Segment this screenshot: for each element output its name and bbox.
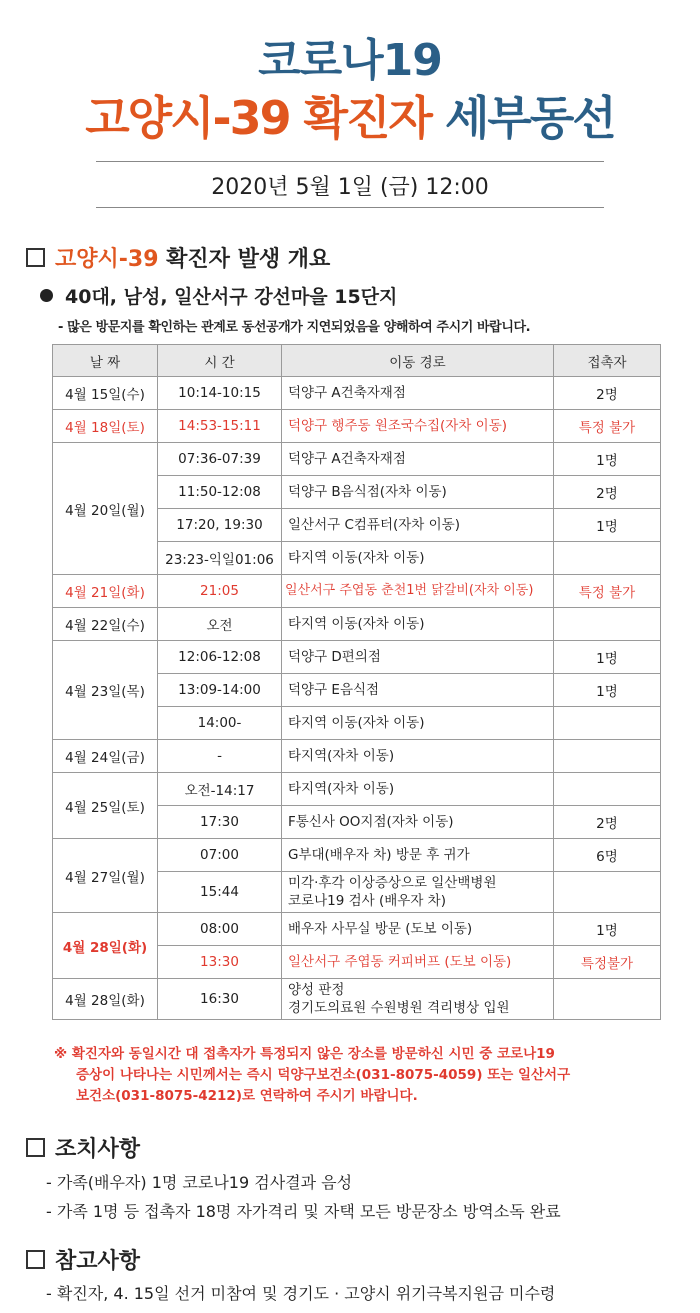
cell-route: 일산서구 주엽동 커피버프 (도보 이동) [282,946,554,979]
overview-heading-text: 확진자 발생 개요 [158,247,331,272]
cell-date: 4월 20일(월) [53,443,158,575]
cell-contacts: 6명 [554,839,661,872]
table-row [53,443,661,476]
cell-route: 일산서구 주엽동 춘천1번 닭갈비(자차 이동) [282,575,554,608]
title-line2 [0,82,700,148]
cell-contacts: 1명 [554,443,661,476]
reference-heading-text: 참고사항 [55,1249,141,1274]
cell-contacts: 1명 [554,509,661,542]
cell-route: 타지역 이동(자차 이동) [282,707,554,740]
cell-contacts [554,740,661,773]
cell-route: 배우자 사무실 방문 (도보 이동) [282,913,554,946]
cell-contacts: 특정불가 [554,946,661,979]
table-row [53,410,661,443]
cell-date: 4월 28일(화) [53,913,158,979]
bullet-dot-icon [40,289,53,302]
cell-time: 08:00 [158,913,282,946]
table-row [53,773,661,806]
checkbox-square-icon [26,1138,45,1157]
header-route: 이동 경로 [282,345,554,377]
contact-warning [54,1044,654,1107]
cell-contacts: 2명 [554,476,661,509]
cell-route [282,979,554,1020]
cell-time: 12:06-12:08 [158,641,282,674]
date-divider-top [96,161,604,162]
checkbox-square-icon [26,248,45,267]
cell-contacts: 1명 [554,674,661,707]
title-route-label: 세부동선 [445,91,615,145]
cell-contacts [554,608,661,641]
cell-date: 4월 28일(화) [53,979,158,1020]
cell-time: 11:50-12:08 [158,476,282,509]
cell-route: 타지역 이동(자차 이동) [282,542,554,575]
header-date: 날 짜 [53,345,158,377]
cell-route: 덕양구 행주동 원조국수집(자차 이동) [282,410,554,443]
table-row [53,979,661,1020]
cell-time: 10:14-10:15 [158,377,282,410]
cell-route: 덕양구 D편의점 [282,641,554,674]
cell-time: 14:00- [158,707,282,740]
cell-route: 타지역 이동(자차 이동) [282,608,554,641]
cell-time: - [158,740,282,773]
cell-route: 타지역(자차 이동) [282,740,554,773]
cell-time: 16:30 [158,979,282,1020]
cell-contacts: 1명 [554,641,661,674]
table-row [53,839,661,872]
cell-route: 덕양구 A건축자재점 [282,443,554,476]
cell-contacts [554,872,661,913]
title-case-id: 고양시-39 확진자 [85,91,431,145]
cell-contacts [554,707,661,740]
table-row [53,740,661,773]
overview-case-id: 고양시-39 [55,247,159,272]
cell-route: 덕양구 B음식점(자차 이동) [282,476,554,509]
cell-date: 4월 23일(목) [53,641,158,740]
date-divider-bottom [96,207,604,208]
report-date: 2020년 5월 1일 (금) 12:00 [211,175,489,200]
cell-route: 덕양구 A건축자재점 [282,377,554,410]
table-row [53,913,661,946]
cell-route: F통신사 OO지점(자차 이동) [282,806,554,839]
route-line-1: 양성 판정 [288,982,345,998]
cell-time: 17:30 [158,806,282,839]
patient-summary-text: 40대, 남성, 일산서구 강선마을 15단지 [65,286,398,308]
measure-item: - 가족(배우자) 1명 코로나19 검사결과 음성 [46,1173,353,1192]
table-header-row [53,345,661,377]
cell-date: 4월 15일(수) [53,377,158,410]
warning-line-2: 증상이 나타나는 시민께서는 즉시 덕양구보건소(031-8075-4059) 또는 일산서구 [76,1067,571,1083]
cell-route [282,872,554,913]
table-row [53,377,661,410]
cell-time: 13:09-14:00 [158,674,282,707]
measures-heading-text: 조치사항 [55,1137,141,1162]
route-table [52,344,661,1020]
cell-date: 4월 22일(수) [53,608,158,641]
cell-contacts [554,773,661,806]
table-row [53,641,661,674]
route-line-2: 코로나19 검사 (배우자 차) [288,893,446,909]
cell-time: 23:23-익일01:06 [158,542,282,575]
cell-time: 21:05 [158,575,282,608]
cell-route: G부대(배우자 차) 방문 후 귀가 [282,839,554,872]
cell-route: 타지역(자차 이동) [282,773,554,806]
cell-contacts [554,542,661,575]
checkbox-square-icon [26,1250,45,1269]
cell-time: 오전 [158,608,282,641]
cell-contacts: 2명 [554,806,661,839]
route-line-1: 미각·후각 이상증상으로 일산백병원 [288,875,497,891]
patient-summary [40,282,397,309]
table-row [53,608,661,641]
cell-contacts: 1명 [554,913,661,946]
cell-time: 17:20, 19:30 [158,509,282,542]
cell-time: 14:53-15:11 [158,410,282,443]
cell-route: 덕양구 E음식점 [282,674,554,707]
cell-date: 4월 21일(화) [53,575,158,608]
cell-contacts [554,979,661,1020]
cell-date: 4월 27일(월) [53,839,158,913]
cell-time: 07:00 [158,839,282,872]
cell-route: 일산서구 C컴퓨터(자차 이동) [282,509,554,542]
cell-date: 4월 25일(토) [53,773,158,839]
reference-item: - 확진자, 4. 15일 선거 미참여 및 경기도 · 고양시 위기극복지원금 미수령 [46,1284,556,1303]
measure-item: - 가족 1명 등 접촉자 18명 자가격리 및 자택 모든 방문장소 방역소독 완료 [46,1202,561,1221]
cell-time: 15:44 [158,872,282,913]
cell-contacts: 특정 불가 [554,575,661,608]
section-overview-heading [26,242,330,273]
section-measures-heading [26,1132,140,1163]
cell-contacts: 2명 [554,377,661,410]
cell-date: 4월 24일(금) [53,740,158,773]
cell-time: 07:36-07:39 [158,443,282,476]
cell-contacts: 특정 불가 [554,410,661,443]
header-time: 시 간 [158,345,282,377]
header-contacts: 접촉자 [554,345,661,377]
warning-line-3: 보건소(031-8075-4212)로 연락하여 주시기 바랍니다. [76,1088,418,1104]
section-reference-heading [26,1244,140,1275]
cell-time: 오전-14:17 [158,773,282,806]
delay-notice: - 많은 방문지를 확인하는 관계로 동선공개가 지연되었음을 양해하여 주시기 바랍니다. [58,320,531,335]
title-line1: 코로나19 [258,35,442,86]
route-line-2: 경기도의료원 수원병원 격리병상 입원 [288,1000,510,1016]
warning-line-1: ※ 확진자와 동일시간 대 접촉자가 특정되지 않은 장소를 방문하신 시민 중 코로나19 [54,1046,555,1062]
cell-date: 4월 18일(토) [53,410,158,443]
table-row [53,575,661,608]
cell-time: 13:30 [158,946,282,979]
